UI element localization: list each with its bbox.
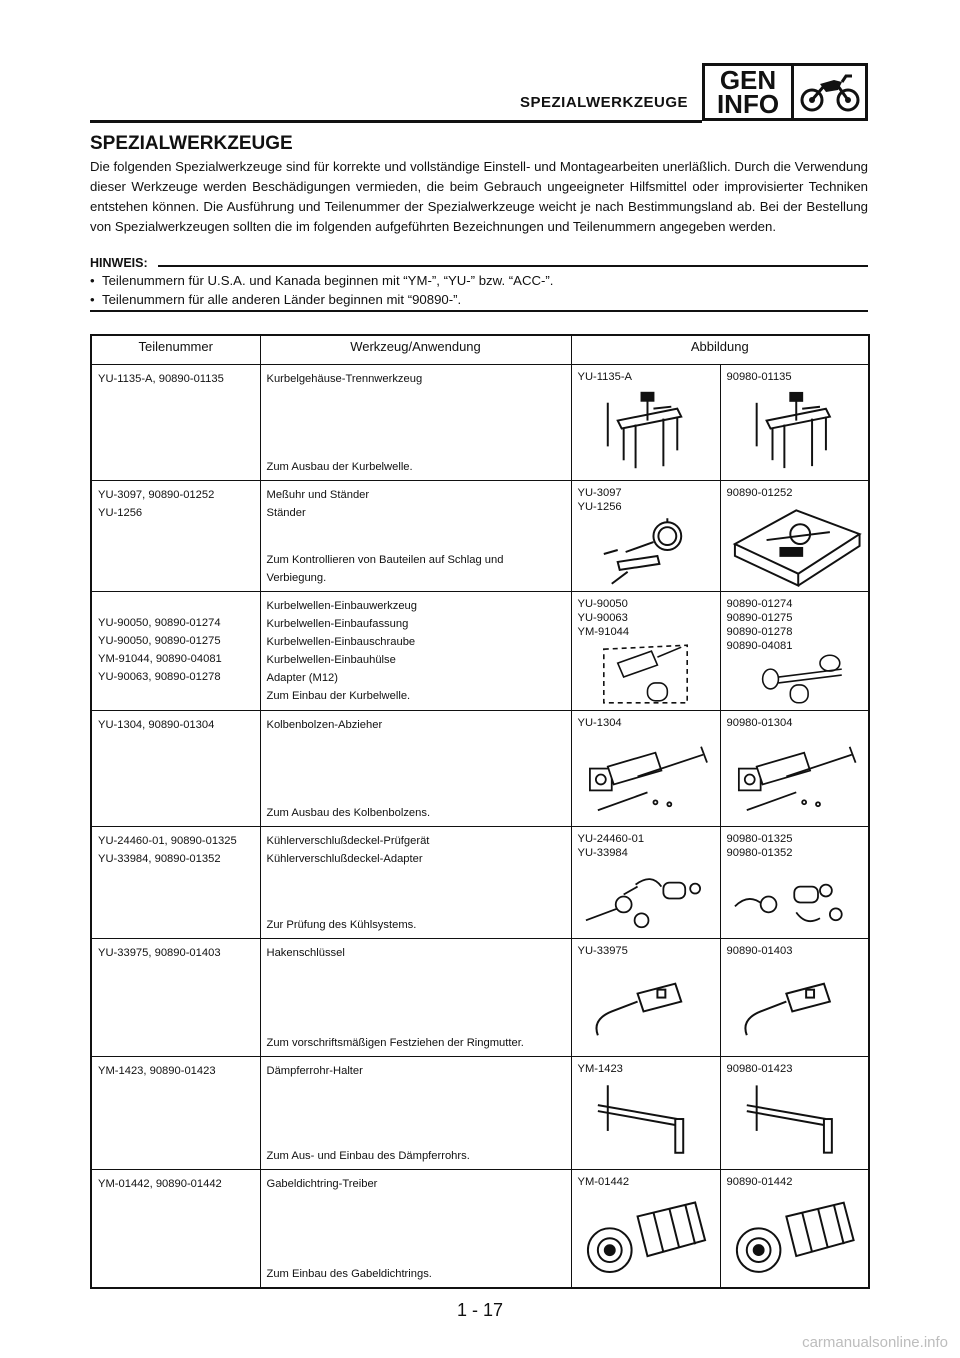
illustration-code: YM-91044 <box>577 626 630 638</box>
illustration-cell <box>571 365 720 481</box>
part-number-cell <box>91 939 260 1057</box>
tool-name: Kühlerverschlußdeckel-Prüfgerät <box>266 835 430 847</box>
tool-name: Dämpferrohr-Halter <box>266 1065 363 1077</box>
column-header-tool: Werkzeug/Anwendung <box>260 335 571 365</box>
tool-use <box>267 1147 567 1165</box>
illustration-cell <box>720 827 869 939</box>
illustration-code: 90980-01423 <box>726 1063 793 1075</box>
illustration-code: 90890-01275 <box>726 612 793 624</box>
tool-cell <box>260 827 571 939</box>
column-header-part-number: Teilenummer <box>91 335 260 365</box>
crankshaft-installer-illustration <box>578 642 714 706</box>
table-row <box>91 1170 869 1288</box>
illustration-cell <box>720 1057 869 1170</box>
illustration-cell <box>720 592 869 711</box>
piston-pin-puller-illustration <box>727 733 863 822</box>
tool-name: Zum Einbau der Kurbelwelle. <box>266 690 411 702</box>
illustration-code: YU-90050 <box>577 598 628 610</box>
illustration-cell <box>720 481 869 592</box>
table-row <box>91 939 869 1057</box>
tool-name: Kurbelwellen-Einbauhülse <box>266 654 396 666</box>
illustration-cell <box>571 481 720 592</box>
tool-cell <box>260 1170 571 1288</box>
crankshaft-installer-set-illustration <box>727 654 863 706</box>
crankcase-separator-illustration <box>578 387 714 476</box>
badge-line-gen: GEN <box>719 65 777 95</box>
part-number: YU-90050, 90890-01275 <box>98 635 221 647</box>
tool-use-text: Zum vorschriftsmäßigen Festziehen der Ringmutter. <box>266 1037 524 1049</box>
tool-name: Kolbenbolzen-Abzieher <box>266 719 383 731</box>
tool-use-text: Zum Ausbau des Kolbenbolzens. <box>266 807 431 819</box>
part-number-cell <box>91 1057 260 1170</box>
tool-name: Kurbelwellen-Einbauwerkzeug <box>266 600 417 612</box>
watermark: carmanualsonline.info <box>802 1334 948 1351</box>
tool-cell <box>260 711 571 827</box>
tool-cell <box>260 365 571 481</box>
hinweis-bottom-rule <box>90 310 868 312</box>
table-row <box>91 711 869 827</box>
part-number-cell <box>91 481 260 592</box>
part-number: YU-3097, 90890-01252 <box>98 489 215 501</box>
tool-use <box>267 551 567 587</box>
part-number-cell <box>91 827 260 939</box>
illustration-code: YU-1135-A <box>577 371 633 383</box>
motorcycle-icon-box <box>794 63 868 121</box>
tool-name: Adapter (M12) <box>266 672 339 684</box>
illustration-code: YU-24460-01 <box>577 833 645 845</box>
illustration-code: YU-90063 <box>577 612 628 624</box>
illustration-cell <box>571 711 720 827</box>
illustration-code: YU-3097 <box>577 487 622 499</box>
page-number: 1 - 17 <box>456 1300 504 1320</box>
section-title: SPEZIALWERKZEUGE <box>90 133 293 154</box>
illustration-code: 90890-01278 <box>726 626 793 638</box>
part-number-cell <box>91 1170 260 1288</box>
badge-line-info: INFO <box>716 89 780 119</box>
tool-cell <box>260 1057 571 1170</box>
damper-rod-holder-illustration <box>578 1079 714 1165</box>
tool-use <box>267 1034 567 1052</box>
illustration-cell <box>571 827 720 939</box>
tool-cell <box>260 481 571 592</box>
tool-use-text: Zum Aus- und Einbau des Dämpferrohrs. <box>266 1150 470 1162</box>
part-number-cell <box>91 711 260 827</box>
dial-gauge-illustration <box>578 517 714 587</box>
radiator-cap-tester-illustration <box>578 863 714 934</box>
table-row <box>91 365 869 481</box>
header-section-label: SPEZIALWERKZEUGE <box>520 94 689 111</box>
part-number-cell <box>91 365 260 481</box>
illustration-code: YM-01442 <box>577 1176 630 1188</box>
part-number: YU-90063, 90890-01278 <box>98 671 221 683</box>
part-number: YU-1135-A, 90890-01135 <box>98 373 224 385</box>
tool-name: Kurbelwellen-Einbauschraube <box>266 636 416 648</box>
table-header-row <box>91 335 869 365</box>
illustration-code: YM-1423 <box>577 1063 623 1075</box>
illustration-code: YU-1256 <box>577 501 622 513</box>
column-header-illustration: Abbildung <box>571 335 869 365</box>
part-number: YU-33975, 90890-01403 <box>98 947 221 959</box>
fork-seal-driver-illustration <box>727 1192 863 1283</box>
illustration-code: 90980-01325 <box>726 833 793 845</box>
illustration-code: 90890-01442 <box>726 1176 793 1188</box>
hinweis-rule <box>158 265 868 267</box>
hinweis-bullet: • Teilenummern für U.S.A. und Kanada beginnen mit “YM-”, “YU-” bzw. “ACC-”. <box>90 271 868 290</box>
hook-wrench-illustration <box>727 961 863 1052</box>
illustration-cell <box>571 1057 720 1170</box>
illustration-code: YU-33984 <box>577 847 628 859</box>
hinweis-bullet: • Teilenummern für alle anderen Länder beginnen mit “90890-”. <box>90 290 868 309</box>
tool-name: Kurbelwellen-Einbaufassung <box>266 618 409 630</box>
table-row <box>91 592 869 711</box>
tool-use-text: Zum Ausbau der Kurbelwelle. <box>266 461 413 473</box>
tool-name: Hakenschlüssel <box>266 947 345 959</box>
fork-seal-driver-illustration <box>578 1192 714 1283</box>
part-number: YU-90050, 90890-01274 <box>98 617 221 629</box>
part-number: YU-33984, 90890-01352 <box>98 853 221 865</box>
tool-use <box>267 458 567 476</box>
dial-gauge-case-illustration <box>727 503 863 587</box>
illustration-cell <box>720 711 869 827</box>
header-rule <box>90 120 702 123</box>
tool-use <box>267 1265 567 1283</box>
tool-use <box>267 916 567 934</box>
tool-name: Kurbelgehäuse-Trennwerkzeug <box>266 373 423 385</box>
radiator-cap-tester-illustration <box>727 863 863 934</box>
illustration-code: 90890-01274 <box>726 598 793 610</box>
illustration-code: 90890-01252 <box>726 487 793 499</box>
part-number: YM-91044, 90890-04081 <box>98 653 222 665</box>
illustration-code: YU-33975 <box>577 945 628 957</box>
illustration-cell <box>720 365 869 481</box>
motorcycle-icon <box>798 70 862 114</box>
table-row <box>91 481 869 592</box>
part-number: YU-24460-01, 90890-01325 <box>98 835 237 847</box>
illustration-code: 90980-01304 <box>726 717 793 729</box>
illustration-cell <box>571 592 720 711</box>
illustration-cell <box>571 939 720 1057</box>
part-number: YU-1256 <box>98 507 143 519</box>
damper-rod-holder-illustration <box>727 1079 863 1165</box>
part-number: YM-1423, 90890-01423 <box>98 1065 216 1077</box>
illustration-code: 90980-01352 <box>726 847 793 859</box>
tool-use-text: Zum Kontrollieren von Bauteilen auf Schlag und <box>266 554 504 566</box>
tool-name: Meßuhr und Ständer <box>266 489 370 501</box>
hook-wrench-illustration <box>578 961 714 1052</box>
table-row <box>91 827 869 939</box>
illustration-cell <box>720 1170 869 1288</box>
crankcase-separator-illustration <box>727 387 863 476</box>
illustration-code: 90890-04081 <box>726 640 793 652</box>
part-number: YM-01442, 90890-01442 <box>98 1178 222 1190</box>
tool-use-text: Verbiegung. <box>266 572 327 584</box>
hinweis-label: HINWEIS: <box>90 256 148 270</box>
tool-use-text: Zum Einbau des Gabeldichtrings. <box>266 1267 432 1280</box>
piston-pin-puller-illustration <box>578 733 714 822</box>
part-number: YU-1304, 90890-01304 <box>98 719 215 731</box>
illustration-code: 90890-01403 <box>726 945 793 957</box>
tool-use-text: Zur Prüfung des Kühlsystems. <box>266 919 417 931</box>
tool-cell <box>260 939 571 1057</box>
gen-info-badge <box>702 63 794 121</box>
part-number-cell <box>91 592 260 711</box>
illustration-code: 90980-01135 <box>726 371 792 383</box>
tool-name: Ständer <box>266 507 306 519</box>
hinweis-bullet-list <box>90 271 868 309</box>
intro-paragraph: Die folgenden Spezialwerkzeuge sind für korrekte und vollständige Einstell- und Montagearbeiten unerläßlich. Durch die Verwendung dieser Werkzeuge werden Beschädigungen vermieden, die beim Gebrauch ungeeigneter Hilfsmittel oder improvisierter Techniken entstehen können. Die Ausführung und Teilenummer der Spezialwerkzeuge weicht je nach Bestimmungsland ab. Bei der Bestellung von Spezialwerkzeugen sollten die im folgenden aufgeführten Bezeichnungen und Teilenummern angegeben werden. <box>90 159 868 234</box>
tool-name: Kühlerverschlußdeckel-Adapter <box>266 853 423 865</box>
illustration-cell <box>571 1170 720 1288</box>
special-tools-table <box>90 334 870 1289</box>
tool-name: Gabeldichtring-Treiber <box>266 1178 378 1190</box>
illustration-code: YU-1304 <box>577 717 622 729</box>
tool-cell <box>260 592 571 711</box>
tool-use <box>267 804 567 822</box>
illustration-cell <box>720 939 869 1057</box>
table-row <box>91 1057 869 1170</box>
